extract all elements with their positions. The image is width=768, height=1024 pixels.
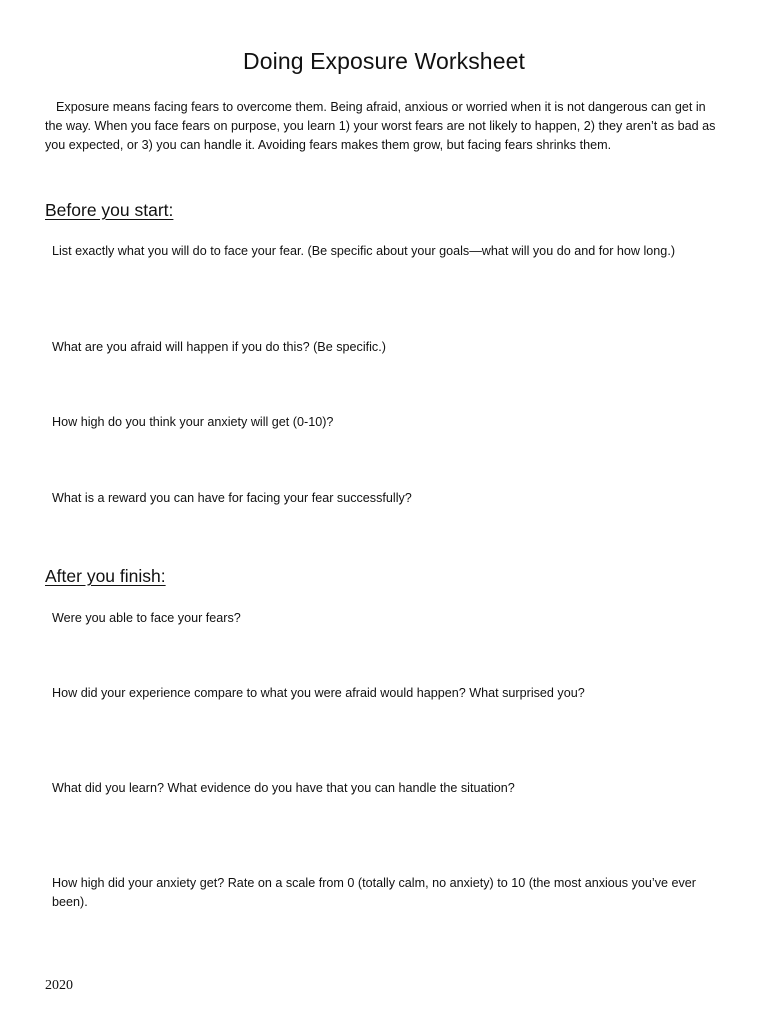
after-question-faced-fears: Were you able to face your fears? <box>52 611 241 625</box>
footer-year: 2020 <box>45 978 73 993</box>
after-question-learned: What did you learn? What evidence do you have that you can handle the situation? <box>52 781 515 795</box>
before-question-reward: What is a reward you can have for facing your fear successfully? <box>52 491 412 505</box>
after-question-anxiety-rating: How high did your anxiety get? Rate on a scale from 0 (totally calm, no anxiety) to 10 (the most anxious you’ve ever been). <box>52 876 697 909</box>
page-title: Doing Exposure Worksheet <box>243 48 525 74</box>
after-question-comparison: How did your experience compare to what you were afraid would happen? What surprised you? <box>52 686 585 700</box>
intro-paragraph: Exposure means facing fears to overcome them. Being afraid, anxious or worried when it is not dangerous can get in the way. When you face fears on purpose, you learn 1) your worst fears are not likely to happen, 2) they aren’t as bad as you expected, or 3) you can handle it. Avoiding fears makes them grow, but facing fears shrinks them. <box>45 100 716 152</box>
before-question-goal: List exactly what you will do to face your fear. (Be specific about your goals—what will you do and for how long.) <box>52 244 676 258</box>
before-section-heading: Before you start: <box>45 200 174 220</box>
after-section-heading: After you finish: <box>45 566 166 586</box>
before-question-anxiety-prediction: How high do you think your anxiety will get (0-10)? <box>52 415 334 429</box>
before-question-fear: What are you afraid will happen if you do this? (Be specific.) <box>52 340 386 354</box>
